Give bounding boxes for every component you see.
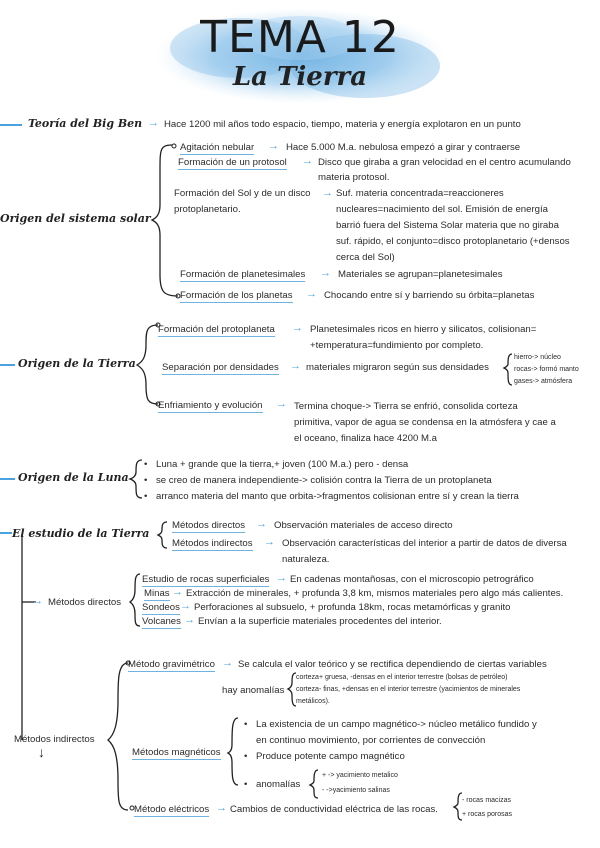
arrow-icon: → — [320, 267, 331, 279]
arrow-icon: → — [290, 360, 301, 372]
gravimetric-anomaly-3: metálicos). — [296, 698, 330, 705]
arrow-icon: → — [256, 518, 267, 530]
gravimetric-anomalies-label: hay anomalías — [222, 685, 285, 696]
arrow-icon: → — [292, 322, 303, 334]
bullet-icon: • — [144, 491, 148, 502]
moon-bullet-2: se creo de manera independiente-> colisión contra la Tierra de un protoplaneta — [156, 475, 492, 486]
moon-bullet-1: Luna + grande que la tierra,+ joven (100 M.a.) pero - densa — [156, 459, 409, 470]
sol-label-2: protoplanetario. — [174, 204, 241, 215]
magnetic-anomaly-1: + -> yacimiento metalico — [322, 772, 398, 779]
study-heading: El estudio de la Tierra — [12, 527, 150, 540]
arrow-icon: → — [268, 140, 279, 152]
arrow-icon: → — [276, 572, 287, 584]
planetas-label: Formación de los planetas — [180, 290, 293, 301]
minas-label: Minas — [144, 588, 170, 599]
sol-line-1: Suf. materia concentrada=reaccioneres — [336, 188, 504, 199]
gravimetric-anomaly-1: corteza+ gruesa, -densas en el interior terrestre (bolsas de petróleo) — [296, 674, 508, 681]
protosol-text-1: Disco que giraba a gran velocidad en el centro acumulando — [318, 157, 571, 168]
electric-label: Método eléctricos — [134, 804, 210, 815]
enfriamiento-line-1: Termina choque-> Tierra se enfrió, consolida corteza — [294, 401, 518, 412]
gravimetric-label: Método gravimétrico — [128, 659, 215, 670]
planetesimales-label: Formación de planetesimales — [180, 269, 306, 280]
arrow-icon: → — [180, 600, 191, 612]
planetas-text: Chocando entre sí y barriendo su órbita=planetas — [324, 290, 535, 301]
electric-text: Cambios de conductividad eléctrica de las rocas. — [230, 804, 438, 815]
separacion-sub-2: rocas-> formó manto — [514, 366, 579, 373]
protoplaneta-text-2: +temperatura=fundimiento por completo. — [310, 340, 484, 351]
arrow-icon: → — [322, 187, 333, 199]
bullet-icon: • — [244, 719, 248, 730]
rocas-label: Estudio de rocas superficiales — [142, 574, 270, 585]
indirect-branch-label: Métodos indirectos — [14, 734, 95, 745]
gravimetric-text: Se calcula el valor teórico y se rectifica dependiendo de ciertas variables — [238, 659, 547, 670]
magnetic-bullet-1a: La existencia de un campo magnético-> núcleo metálico fundido y — [256, 719, 537, 730]
sol-line-2: nucleares=nacimiento del sol. Emisión de energía — [336, 204, 548, 215]
protosol-text-2: materia protosol. — [318, 172, 390, 183]
arrow-icon: → — [306, 288, 317, 300]
enfriamiento-line-2: primitiva, vapor de agua se condensa en la atmósfera y cae a — [294, 417, 556, 428]
direct-methods-label: Métodos directos — [172, 520, 246, 531]
sondeos-label: Sondeos — [142, 602, 180, 613]
indirect-methods-text-1: Observación características del interior a partir de datos de diversa — [282, 538, 567, 549]
separacion-text: materiales migraron según sus densidades — [306, 362, 489, 373]
volcanes-text: Envían a la superficie materiales procedentes del interior. — [198, 616, 442, 627]
bullet-icon: • — [244, 779, 248, 790]
bullet-icon: • — [144, 475, 148, 486]
bullet-icon: • — [144, 459, 148, 470]
magnetic-bullet-1b: en continuo movimiento, por corrientes de convección — [256, 735, 486, 746]
magnetic-bullet-2: Produce potente campo magnético — [256, 751, 405, 762]
separacion-sub-3: gases-> atmósfera — [514, 378, 573, 385]
earth-origin-heading: Origen de la Tierra — [18, 357, 136, 370]
agitacion-label: Agitación nebular — [180, 142, 255, 153]
direct-branch-label: Métodos directos — [48, 597, 122, 608]
sol-line-4: suf. rápido, el conjunto=disco protoplanetario (+densos — [336, 236, 570, 247]
big-bang-text: Hace 1200 mil años todo espacio, tiempo, materia y energía explotaron en un punto — [164, 119, 521, 130]
direct-methods-text: Observación materiales de acceso directo — [274, 520, 453, 531]
arrow-icon: → — [222, 657, 233, 669]
moon-bullet-3: arranco materia del manto que orbita->fragmentos colisionan entre sí y crean la tierra — [156, 491, 519, 502]
magnetic-anomaly-2: - ->yacimiento salinas — [322, 787, 390, 794]
indirect-methods-label: Métodos indirectos — [172, 538, 253, 549]
big-bang-heading: Teoría del Big Ben — [28, 117, 143, 130]
sol-line-5: cerca del Sol) — [336, 252, 395, 263]
arrow-icon: → — [302, 155, 313, 167]
separacion-label: Separación por densidades — [162, 362, 279, 373]
sondeos-text: Perforaciones al subsuelo, + profunda 18km, rocas metamórficas y granito — [194, 602, 511, 613]
arrow-icon: → — [184, 614, 195, 626]
indirect-methods-text-2: naturaleza. — [282, 554, 330, 565]
moon-origin-heading: Origen de la Luna — [18, 471, 129, 484]
page-title: TEMA 12 — [200, 12, 400, 63]
magnetic-bullet-3: anomalías — [256, 779, 301, 790]
rocas-text: En cadenas montañosas, con el microscopio petrográfico — [290, 574, 534, 585]
enfriamiento-label: Enfriamiento y evolución — [158, 400, 263, 411]
protosol-label: Formación de un protosol — [178, 157, 287, 168]
bullet-icon: • — [244, 751, 248, 762]
agitacion-text: Hace 5.000 M.a. nebulosa empezó a girar y contraerse — [286, 142, 521, 153]
planetesimales-text: Materiales se agrupan=planetesimales — [338, 269, 503, 280]
protoplaneta-label: Formación del protoplaneta — [158, 324, 275, 335]
arrow-icon: → — [32, 595, 43, 607]
arrow-icon: → — [216, 802, 227, 814]
down-arrow-icon: ↓ — [38, 744, 45, 760]
volcanes-label: Volcanes — [142, 616, 181, 627]
electric-sub-2: + rocas porosas — [462, 811, 512, 818]
magnetic-label: Métodos magnéticos — [132, 747, 221, 758]
electric-sub-1: - rocas macizas — [462, 797, 512, 804]
arrow-icon: → — [148, 117, 159, 129]
sol-label-1: Formación del Sol y de un disco — [174, 188, 311, 199]
sol-line-3: barrió fuera del Sistema Solar materia que no giraba — [336, 220, 559, 231]
enfriamiento-line-3: el oceano, finaliza hace 4200 M.a — [294, 433, 437, 444]
solar-system-heading: Origen del sistema solar — [0, 212, 151, 225]
separacion-sub-1: hierro-> núcleo — [514, 354, 561, 361]
minas-text: Extracción de minerales, + profunda 3,8 km, mismos materiales pero algo más calientes. — [186, 588, 564, 599]
arrow-icon: → — [264, 536, 275, 548]
page-subtitle: La Tierra — [232, 62, 368, 92]
arrow-icon: → — [172, 586, 183, 598]
gravimetric-anomaly-2: corteza- finas, +densas en el interior terrestre (yacimientos de minerales — [296, 686, 521, 693]
arrow-icon: → — [276, 398, 287, 410]
protoplaneta-text-1: Planetesimales ricos en hierro y silicatos, colisionan= — [310, 324, 537, 335]
